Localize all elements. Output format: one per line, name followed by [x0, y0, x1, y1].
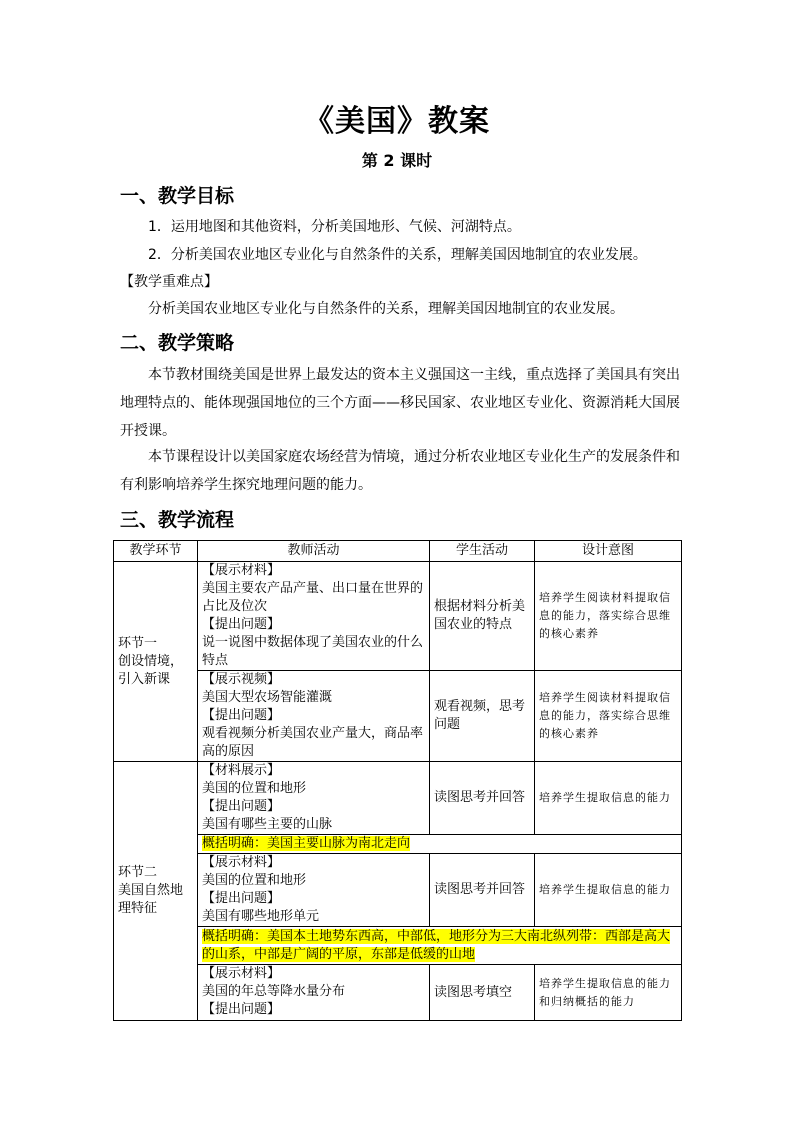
stage-1-cell: 环节一 创设情境，引入新课 [114, 562, 198, 762]
table-row [114, 762, 682, 835]
design-intent: 培养学生提取信息的能力 [535, 762, 682, 835]
teaching-process-table [113, 540, 682, 1021]
student-activity: 观看视频，思考问题 [430, 671, 535, 762]
design-intent: 培养学生提取信息的能力和归纳概括的能力 [535, 965, 682, 1021]
design-intent: 培养学生提取信息的能力 [535, 854, 682, 927]
lesson-period: 第 2 课时 [361, 151, 433, 170]
summary-row-2 [198, 927, 682, 965]
section-heading-strategy: 二、教学策略 [120, 332, 235, 354]
teacher-activity: 【展示材料】 美国主要农产品产量、出口量在世界的占比及位次 【提出问题】 说一说图中数据体现了美国农业的什么特点 [198, 562, 430, 671]
table-row [114, 562, 682, 671]
header-student: 学生活动 [430, 541, 535, 562]
table-row [114, 854, 682, 927]
header-stage: 教学环节 [114, 541, 198, 562]
document-title: 《美国》教案 [304, 104, 490, 139]
student-activity: 根据材料分析美国农业的特点 [430, 562, 535, 671]
section-heading-goals: 一、教学目标 [120, 185, 235, 207]
table-row [114, 927, 682, 965]
teacher-activity: 【展示材料】 美国的位置和地形 【提出问题】 美国有哪些地形单元 [198, 854, 430, 927]
summary-highlight: 概括明确：美国主要山脉为南北走向 [202, 836, 411, 851]
table-row [114, 835, 682, 854]
goal-item-1: 1．运用地图和其他资料，分析美国地形、气候、河湖特点。 [148, 219, 521, 235]
teacher-activity: 【展示视频】 美国大型农场智能灌溉 【提出问题】 观看视频分析美国农业产量大，商品率高的原因 [198, 671, 430, 762]
header-teacher: 教师活动 [198, 541, 430, 562]
section-heading-process: 三、教学流程 [120, 509, 235, 531]
table-header-row [114, 541, 682, 562]
strategy-paragraph-2: 本节课程设计以美国家庭农场经营为情境，通过分析农业地区专业化生产的发展条件和有利影响培养学生探究地理问题的能力。 [120, 449, 680, 493]
student-activity: 读图思考填空 [430, 965, 535, 1021]
summary-row-1 [198, 835, 682, 854]
teacher-activity: 【展示材料】 美国的年总等降水量分布 【提出问题】 [198, 965, 430, 1021]
header-intent: 设计意图 [535, 541, 682, 562]
goal-item-2: 2．分析美国农业地区专业化与自然条件的关系，理解美国因地制宜的农业发展。 [148, 247, 647, 263]
table-row [114, 671, 682, 762]
key-points-text: 分析美国农业地区专业化与自然条件的关系，理解美国因地制宜的农业发展。 [148, 301, 624, 317]
design-intent: 培养学生阅读材料提取信息的能力，落实综合思维的核心素养 [535, 671, 682, 762]
student-activity: 读图思考并回答 [430, 854, 535, 927]
stage-2-cell: 环节二 美国自然地理特征 [114, 762, 198, 1021]
strategy-paragraph-1: 本节教材围绕美国是世界上最发达的资本主义强国这一主线，重点选择了美国具有突出地理特点的、能体现强国地位的三个方面——移民国家、农业地区专业化、资源消耗大国展开授课。 [120, 367, 680, 439]
teacher-activity: 【材料展示】 美国的位置和地形 【提出问题】 美国有哪些主要的山脉 [198, 762, 430, 835]
table-row [114, 965, 682, 1021]
student-activity: 读图思考并回答 [430, 762, 535, 835]
summary-highlight: 概括明确：美国本土地势东西高，中部低，地形分为三大南北纵列带：西部是高大的山系，中部是广阔的平原，东部是低缓的山地 [202, 928, 671, 962]
key-points-label: 【教学重难点】 [120, 274, 218, 290]
design-intent: 培养学生阅读材料提取信息的能力，落实综合思维的核心素养 [535, 562, 682, 671]
